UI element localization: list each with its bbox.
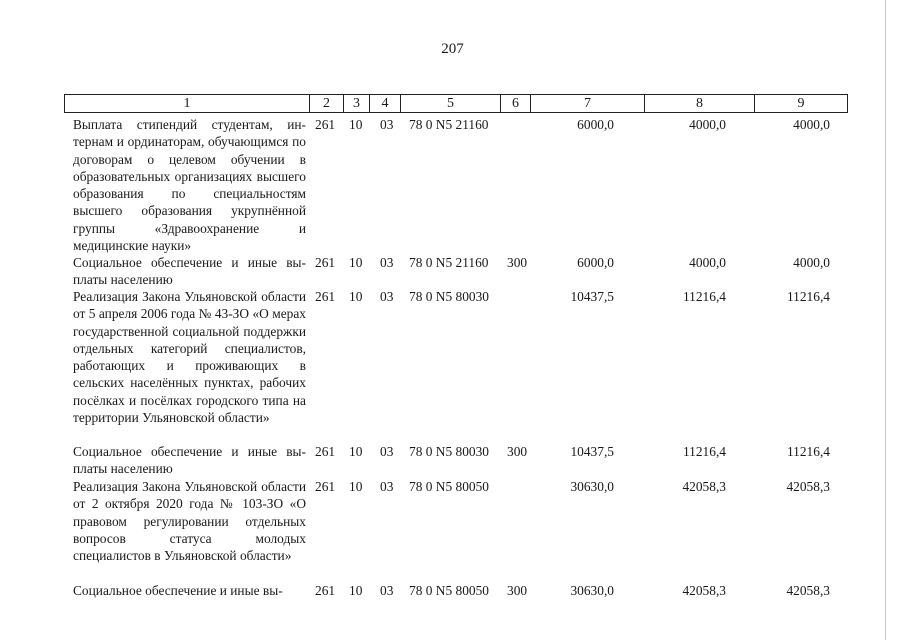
row-col-3: 10 xyxy=(349,117,363,132)
row-col-9: 11216,4 xyxy=(786,289,830,304)
row-col-9: 4000,0 xyxy=(793,117,830,132)
header-col-7: 7 xyxy=(531,95,645,112)
row-col-9: 4000,0 xyxy=(793,255,830,270)
header-col-2: 2 xyxy=(310,95,344,112)
row-col-4: 03 xyxy=(380,444,394,459)
page-number: 207 xyxy=(441,41,464,57)
row-col-5: 78 0 N5 80050 xyxy=(409,479,489,494)
header-col-1: 1 xyxy=(65,95,310,112)
row-col-7: 6000,0 xyxy=(577,255,614,270)
header-col-5: 5 xyxy=(401,95,501,112)
row-name: Социальное обеспечение и иные выплаты населению xyxy=(73,255,306,288)
row-col-5: 78 0 N5 80030 xyxy=(409,289,489,304)
row-col-3: 10 xyxy=(349,479,363,494)
header-col-6: 6 xyxy=(501,95,531,112)
page-edge-line xyxy=(885,0,886,640)
row-col-7: 10437,5 xyxy=(570,444,614,459)
row-col-3: 10 xyxy=(349,583,363,598)
row-col-5: 78 0 N5 80050 xyxy=(409,583,489,598)
row-col-7: 30630,0 xyxy=(570,583,614,598)
header-col-4: 4 xyxy=(370,95,401,112)
row-col-4: 03 xyxy=(380,117,394,132)
row-name: Реализация Закона Ульяновской области от 5 апреля 2006 года № 43-ЗО «О мерах государственной социальной поддержки отдельных категорий специалистов, работающих и проживающих в сельских населённых пунктах, рабочих посёлках и посёлках городского типа на территории Ульяновской области» xyxy=(73,289,306,426)
row-col-6: 300 xyxy=(507,444,528,459)
row-col-9: 11216,4 xyxy=(786,444,830,459)
row-col-9: 42058,3 xyxy=(786,583,830,598)
row-col-2: 261 xyxy=(315,117,336,132)
row-col-7: 10437,5 xyxy=(570,289,614,304)
row-col-3: 10 xyxy=(349,255,363,270)
row-col-2: 261 xyxy=(315,583,336,598)
row-col-5: 78 0 N5 80030 xyxy=(409,444,489,459)
table-header xyxy=(64,94,848,113)
header-col-9: 9 xyxy=(797,96,805,111)
header-col-3: 3 xyxy=(344,95,370,112)
row-col-2: 261 xyxy=(315,479,336,494)
header-col-8: 8 xyxy=(645,95,755,112)
row-col-8: 42058,3 xyxy=(682,583,726,598)
row-col-6: 300 xyxy=(507,255,528,270)
row-col-4: 03 xyxy=(380,289,394,304)
row-col-4: 03 xyxy=(380,255,394,270)
row-col-3: 10 xyxy=(349,444,363,459)
row-col-2: 261 xyxy=(315,444,336,459)
row-col-2: 261 xyxy=(315,289,336,304)
row-col-2: 261 xyxy=(315,255,336,270)
row-col-4: 03 xyxy=(380,479,394,494)
row-col-8: 11216,4 xyxy=(682,289,726,304)
row-name: Социальное обеспечение и иные выплаты населению xyxy=(73,444,306,477)
row-name: Реализация Закона Ульяновской области от 2 октября 2020 года № 103-ЗО «О правовом регулировании отдельных вопросов статуса молодых специалистов в Ульяновской области» xyxy=(73,479,306,564)
row-col-8: 11216,4 xyxy=(682,444,726,459)
row-col-8: 4000,0 xyxy=(689,117,726,132)
row-col-8: 42058,3 xyxy=(682,479,726,494)
row-col-9: 42058,3 xyxy=(786,479,830,494)
row-col-3: 10 xyxy=(349,289,363,304)
row-col-6: 300 xyxy=(507,583,528,598)
row-col-7: 30630,0 xyxy=(570,479,614,494)
row-col-4: 03 xyxy=(380,583,394,598)
row-col-8: 4000,0 xyxy=(689,255,726,270)
row-name: Выплата стипендий студентам, интернам и ординаторам, обучающимся по договорам о целевом обучении в образовательных организациях высшего образования по специальностям высшего образования укрупнённой группы «Здравоохранение и медицинские науки» xyxy=(73,117,306,254)
row-col-7: 6000,0 xyxy=(577,117,614,132)
row-col-5: 78 0 N5 21160 xyxy=(409,117,489,132)
row-col-5: 78 0 N5 21160 xyxy=(409,255,489,270)
row-name: Социальное обеспечение и иные вы- xyxy=(73,583,283,598)
